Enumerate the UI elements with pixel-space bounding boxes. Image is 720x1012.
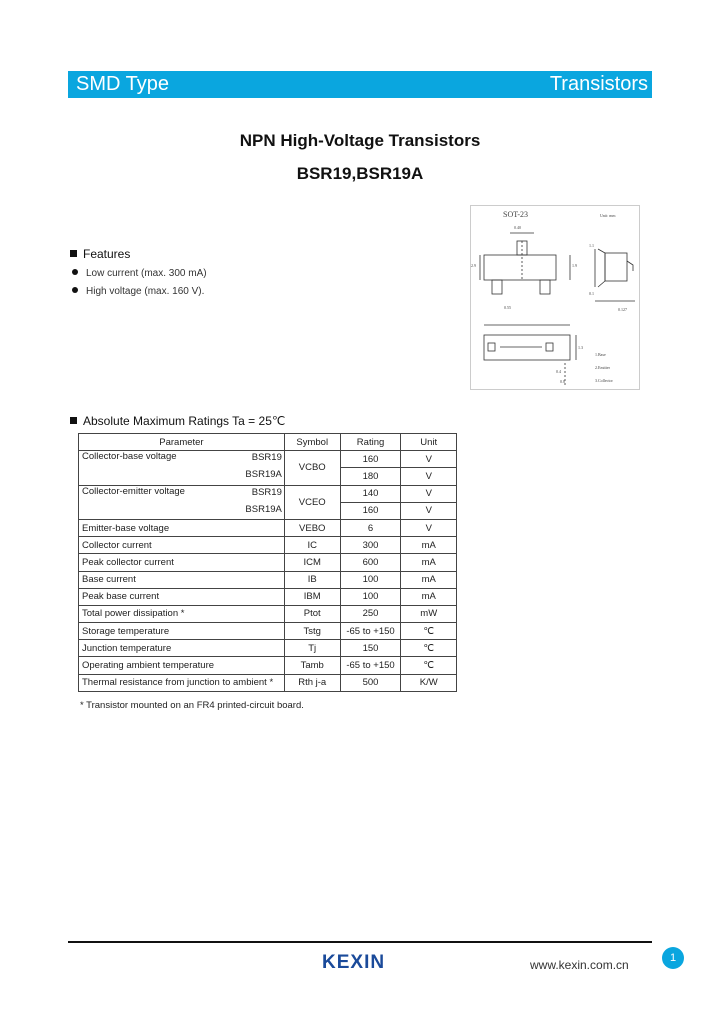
table-header-row — [79, 434, 457, 451]
symbol-cell: IBM — [284, 588, 340, 605]
table-row — [79, 451, 457, 468]
rating-cell: 160 — [340, 502, 401, 519]
dimension-label: 2.9 — [471, 263, 476, 268]
unit-label: Unit: mm — [600, 213, 616, 218]
footer-divider — [68, 941, 652, 943]
rating-cell: 140 — [340, 485, 401, 502]
param-cell: Collector-base voltage — [82, 451, 177, 463]
footnote: * Transistor mounted on an FR4 printed-circuit board. — [80, 700, 304, 711]
param-cell: Total power dissipation * — [79, 605, 285, 622]
symbol-cell: IC — [284, 537, 340, 554]
package-outline-drawing — [470, 205, 640, 390]
rating-cell: 6 — [340, 519, 401, 536]
page-title: NPN High-Voltage Transistors — [239, 131, 481, 150]
rating-cell: -65 to +150 — [340, 623, 401, 640]
param-cell: Operating ambient temperature — [79, 657, 285, 674]
unit-cell: V — [401, 485, 457, 502]
param-cell: Emitter-base voltage — [79, 519, 285, 536]
table-row — [79, 605, 457, 622]
header-right-label: Transistors — [549, 73, 648, 95]
param-cell: Collector-emitter voltage — [82, 485, 185, 497]
symbol-cell: Tamb — [284, 657, 340, 674]
unit-cell: mW — [401, 605, 457, 622]
dimension-label: 0.127 — [618, 307, 627, 312]
part-cell: BSR19A — [245, 503, 282, 515]
package-name: SOT-23 — [503, 210, 529, 219]
table-row — [79, 571, 457, 588]
dimension-label: 0.55 — [504, 305, 511, 310]
feature-item: Low current (max. 300 mA) — [72, 268, 207, 279]
param-cell: Peak base current — [79, 588, 285, 605]
table-row — [79, 537, 457, 554]
param-cell: Collector current — [79, 537, 285, 554]
dimension-label: 0.40 — [514, 225, 521, 230]
symbol-cell: Rth j-a — [284, 674, 340, 691]
unit-cell: ℃ — [401, 640, 457, 657]
symbol-cell: VCBO — [284, 451, 340, 485]
unit-cell: mA — [401, 537, 457, 554]
unit-cell: K/W — [401, 674, 457, 691]
website-link[interactable]: www.kexin.com.cn — [530, 958, 629, 972]
param-cell: Junction temperature — [79, 640, 285, 657]
symbol-cell: Tstg — [284, 623, 340, 640]
part-cell: BSR19 — [251, 452, 282, 464]
pin-label: 2.Emitter — [595, 365, 610, 370]
param-cell: Base current — [79, 571, 285, 588]
part-cell: BSR19A — [245, 469, 282, 481]
rating-cell: 250 — [340, 605, 401, 622]
column-header: Rating — [340, 434, 401, 451]
square-bullet-icon — [70, 250, 77, 257]
table-row — [79, 588, 457, 605]
dimension-label: 0.1 — [589, 291, 594, 296]
unit-cell: mA — [401, 554, 457, 571]
dimension-label: 0.4 — [556, 369, 561, 374]
symbol-cell: VEBO — [284, 519, 340, 536]
rating-cell: 100 — [340, 571, 401, 588]
symbol-cell: Ptot — [284, 605, 340, 622]
page-number: 1 — [662, 947, 684, 969]
part-cell: BSR19 — [251, 486, 282, 498]
table-row — [79, 485, 457, 502]
table-row — [79, 554, 457, 571]
column-header: Symbol — [284, 434, 340, 451]
features-heading: Features — [70, 247, 130, 261]
table-row — [79, 623, 457, 640]
company-logo: KEXIN — [322, 952, 386, 973]
unit-cell: V — [401, 519, 457, 536]
unit-cell: ℃ — [401, 657, 457, 674]
rating-cell: 500 — [340, 674, 401, 691]
table-row — [79, 657, 457, 674]
rating-cell: -65 to +150 — [340, 657, 401, 674]
rating-cell: 180 — [340, 468, 401, 485]
pin-label: 1.Base — [595, 352, 606, 357]
table-row — [79, 640, 457, 657]
symbol-cell: VCEO — [284, 485, 340, 519]
symbol-cell: Tj — [284, 640, 340, 657]
unit-cell: V — [401, 451, 457, 468]
round-bullet-icon — [72, 287, 78, 293]
table-row — [79, 519, 457, 536]
ratings-heading: Absolute Maximum Ratings Ta = 25℃ — [70, 414, 285, 428]
square-bullet-icon — [70, 417, 77, 424]
column-header: Unit — [401, 434, 457, 451]
header-left-label: SMD Type — [76, 73, 169, 95]
rating-cell: 100 — [340, 588, 401, 605]
round-bullet-icon — [72, 269, 78, 275]
ratings-table — [78, 433, 457, 692]
dimension-label: 0.8 — [560, 379, 565, 384]
pin-label: 3.Collector — [595, 378, 613, 383]
param-cell: Peak collector current — [79, 554, 285, 571]
param-cell: Storage temperature — [79, 623, 285, 640]
rating-cell: 600 — [340, 554, 401, 571]
table-row — [79, 674, 457, 691]
symbol-cell: ICM — [284, 554, 340, 571]
dimension-label: 1.1 — [589, 243, 594, 248]
symbol-cell: IB — [284, 571, 340, 588]
param-cell: Thermal resistance from junction to ambient * — [79, 674, 285, 691]
rating-cell: 150 — [340, 640, 401, 657]
rating-cell: 300 — [340, 537, 401, 554]
header-banner — [68, 71, 652, 98]
unit-cell: V — [401, 468, 457, 485]
part-numbers: BSR19,BSR19A — [296, 164, 424, 183]
rating-cell: 160 — [340, 451, 401, 468]
unit-cell: mA — [401, 588, 457, 605]
dimension-label: 1.9 — [572, 263, 577, 268]
feature-item: High voltage (max. 160 V). — [72, 286, 204, 297]
column-header: Parameter — [79, 434, 285, 451]
unit-cell: ℃ — [401, 623, 457, 640]
unit-cell: V — [401, 502, 457, 519]
unit-cell: mA — [401, 571, 457, 588]
dimension-label: 1.3 — [578, 345, 583, 350]
